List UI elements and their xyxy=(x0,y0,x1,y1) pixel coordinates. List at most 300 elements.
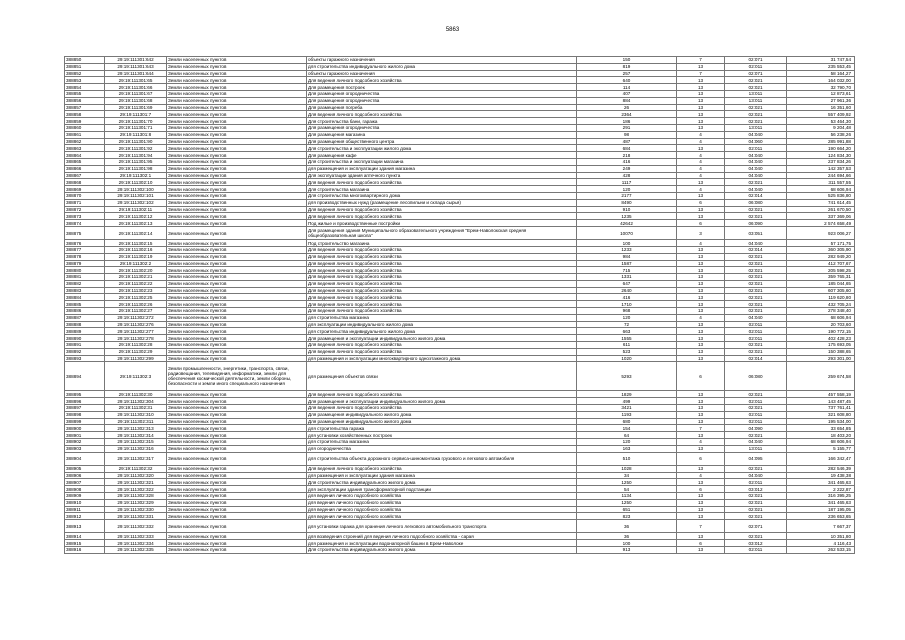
land-category-cell: Земли населенных пунктов xyxy=(167,506,307,513)
row-number-cell: 388907 xyxy=(65,479,105,486)
land-category-cell: Земли населенных пунктов xyxy=(167,445,307,452)
cadastral-value-cell: 557 409,92 xyxy=(787,111,855,118)
row-number-cell: 388884 xyxy=(65,294,105,301)
area-cell: 499 xyxy=(577,398,677,405)
area-cell: 10070 xyxy=(577,226,677,239)
area-cell: 407 xyxy=(577,90,677,97)
cadastral-value-cell: 10 351,80 xyxy=(787,533,855,540)
cadastral-number-cell: 29:19:111301:68 xyxy=(105,97,167,104)
use-code-cell: 02:021 xyxy=(725,294,787,301)
row-number-cell: 388895 xyxy=(65,391,105,398)
table-row xyxy=(65,405,855,412)
area-cell: 64 xyxy=(577,432,677,439)
cadastral-number-cell: 29:19:111302:3 xyxy=(105,362,167,391)
table-row xyxy=(65,418,855,425)
area-cell: 1235 xyxy=(577,213,677,220)
use-code-cell: 04:060 xyxy=(725,138,787,145)
use-code-cell: 02:021 xyxy=(725,179,787,186)
row-number-cell: 388912 xyxy=(65,513,105,520)
land-category-cell: Земли населенных пунктов xyxy=(167,452,307,465)
land-category-cell: Земли населенных пунктов xyxy=(167,308,307,315)
area-cell: 1331 xyxy=(577,274,677,281)
cadastral-number-cell: 29:19:111301:644 xyxy=(105,70,167,77)
row-number-cell: 388857 xyxy=(65,104,105,111)
group-cell: 13 xyxy=(677,260,725,267)
row-number-cell: 388900 xyxy=(65,425,105,432)
group-cell: 6 xyxy=(677,540,725,547)
row-number-cell: 388880 xyxy=(65,267,105,274)
row-number-cell: 388859 xyxy=(65,118,105,125)
cadastral-number-cell: 29:19:111302:314 xyxy=(105,432,167,439)
cadastral-number-cell: 29:19:111302:26 xyxy=(105,301,167,308)
table-row xyxy=(65,111,855,118)
row-number-cell: 388910 xyxy=(65,499,105,506)
permitted-use-cell: Для размещения общественного центра xyxy=(307,138,577,145)
cadastral-value-cell: 923 006,27 xyxy=(787,226,855,239)
land-category-cell: Земли населенных пунктов xyxy=(167,226,307,239)
area-cell: 1134 xyxy=(577,493,677,500)
row-number-cell: 388875 xyxy=(65,226,105,239)
row-number-cell: 388856 xyxy=(65,97,105,104)
area-cell: 154 xyxy=(577,425,677,432)
land-category-cell: Земли населенных пунктов xyxy=(167,520,307,533)
group-cell: 13 xyxy=(677,274,725,281)
area-cell: 257 xyxy=(577,70,677,77)
permitted-use-cell: для строительства гаража xyxy=(307,425,577,432)
row-number-cell: 388870 xyxy=(65,192,105,199)
cadastral-value-cell: 360 305,90 xyxy=(787,246,855,253)
land-category-cell: Земли населенных пунктов xyxy=(167,97,307,104)
use-code-cell: 06:080 xyxy=(725,362,787,391)
table-row xyxy=(65,391,855,398)
permitted-use-cell: Для размещения магазина xyxy=(307,131,577,138)
group-cell: 13 xyxy=(677,294,725,301)
land-category-cell: Земли населенных пунктов xyxy=(167,546,307,553)
cadastral-number-cell: 29:19:111302:299 xyxy=(105,355,167,362)
group-cell: 13 xyxy=(677,506,725,513)
group-cell: 4 xyxy=(677,172,725,179)
group-cell: 4 xyxy=(677,472,725,479)
row-number-cell: 388854 xyxy=(65,84,105,91)
group-cell: 13 xyxy=(677,321,725,328)
group-cell: 13 xyxy=(677,253,725,260)
table-row xyxy=(65,362,855,391)
table-row xyxy=(65,90,855,97)
area-cell: 1250 xyxy=(577,499,677,506)
permitted-use-cell: Для размещения здания Муниципального образовательного учреждения "Ерем-Наволокская средняя общеобразовательная школа" xyxy=(307,226,577,239)
group-cell: 4 xyxy=(677,314,725,321)
table-row xyxy=(65,328,855,335)
land-category-cell: Земли населенных пунктов xyxy=(167,411,307,418)
permitted-use-cell: Для ведения личного подсобного хозяйства xyxy=(307,213,577,220)
cadastral-number-cell: 29:19:111301:65 xyxy=(105,77,167,84)
permitted-use-cell: Для строительства индивидуального жилого дома xyxy=(307,546,577,553)
permitted-use-cell: для ведения личного подсобного хозяйства xyxy=(307,506,577,513)
row-number-cell: 388851 xyxy=(65,63,105,70)
cadastral-number-cell: 29:19:111301:66 xyxy=(105,84,167,91)
use-code-cell: 02:021 xyxy=(725,432,787,439)
cadastral-value-cell: 150 388,65 xyxy=(787,348,855,355)
cadastral-number-cell: 29:19:111302:304 xyxy=(105,398,167,405)
group-cell: 4 xyxy=(677,138,725,145)
table-row xyxy=(65,301,855,308)
cadastral-number-cell: 29:19:111302:322 xyxy=(105,486,167,493)
group-cell: 13 xyxy=(677,405,725,412)
area-cell: 114 xyxy=(577,84,677,91)
table-row xyxy=(65,124,855,131)
table-row xyxy=(65,520,855,533)
permitted-use-cell: Для ведения личного подсобного хозяйства xyxy=(307,280,577,287)
cadastral-value-cell: 27 961,36 xyxy=(787,97,855,104)
row-number-cell: 388867 xyxy=(65,172,105,179)
group-cell: 13 xyxy=(677,513,725,520)
use-code-cell: 02:071 xyxy=(725,70,787,77)
row-number-cell: 388904 xyxy=(65,452,105,465)
use-code-cell: 02:021 xyxy=(725,391,787,398)
cadastral-value-cell: 33 654,85 xyxy=(787,425,855,432)
cadastral-value-cell: 58 164,27 xyxy=(787,70,855,77)
cadastral-number-cell: 29:19:111302:12 xyxy=(105,213,167,220)
cadastral-value-cell: 282 949,20 xyxy=(787,253,855,260)
group-cell: 13 xyxy=(677,145,725,152)
cadastral-value-cell: 68 606,94 xyxy=(787,314,855,321)
row-number-cell: 388905 xyxy=(65,465,105,472)
permitted-use-cell: для ведения личного подсобного хозяйства xyxy=(307,513,577,520)
page-number: 5863 xyxy=(445,27,460,33)
cadastral-number-cell: 29:19:111302:21 xyxy=(105,274,167,281)
permitted-use-cell: Для ведения личного подсобного хозяйства xyxy=(307,405,577,412)
cadastral-value-cell: 190 664,20 xyxy=(787,145,855,152)
table-row xyxy=(65,472,855,479)
cadastral-value-cell: 282 546,39 xyxy=(787,465,855,472)
permitted-use-cell: Для размещения огородничества xyxy=(307,124,577,131)
cadastral-number-cell: 29:19:111302:102 xyxy=(105,199,167,206)
cadastral-number-cell: 29:19:111301:95 xyxy=(105,158,167,165)
cadastral-value-cell: 359 765,31 xyxy=(787,274,855,281)
table-row xyxy=(65,165,855,172)
group-cell: 6 xyxy=(677,199,725,206)
cadastral-number-cell: 29:19:111302:331 xyxy=(105,513,167,520)
cadastral-value-table xyxy=(64,56,855,554)
group-cell: 7 xyxy=(677,520,725,533)
group-cell: 4 xyxy=(677,186,725,193)
row-number-cell: 388909 xyxy=(65,493,105,500)
cadastral-number-cell: 29:19:111302:335 xyxy=(105,546,167,553)
area-cell: 218 xyxy=(577,152,677,159)
permitted-use-cell: для эксплуатации индивидуального жилого дома xyxy=(307,321,577,328)
group-cell: 13 xyxy=(677,398,725,405)
use-code-cell: 02:021 xyxy=(725,506,787,513)
use-code-cell: 06:080 xyxy=(725,199,787,206)
table-row xyxy=(65,199,855,206)
row-number-cell: 388883 xyxy=(65,287,105,294)
table-row xyxy=(65,253,855,260)
permitted-use-cell: Для ведения личного подсобного хозяйства xyxy=(307,267,577,274)
row-number-cell: 388865 xyxy=(65,158,105,165)
cadastral-value-cell: 119 620,80 xyxy=(787,294,855,301)
row-number-cell: 388902 xyxy=(65,439,105,446)
permitted-use-cell: Для размещения построек xyxy=(307,84,577,91)
area-cell: 72 xyxy=(577,321,677,328)
table-row xyxy=(65,294,855,301)
permitted-use-cell: Для ведения личного подсобного хозяйства xyxy=(307,274,577,281)
use-code-cell: 02:021 xyxy=(725,111,787,118)
use-code-cell: 02:021 xyxy=(725,499,787,506)
table-row xyxy=(65,546,855,553)
area-cell: 510 xyxy=(577,452,677,465)
cadastral-number-cell: 29:19:111302:31 xyxy=(105,405,167,412)
permitted-use-cell: Для размещения погреба xyxy=(307,104,577,111)
cadastral-number-cell: 29:19:111302:22 xyxy=(105,280,167,287)
permitted-use-cell: Для эксплуатации здания аптечного пункта xyxy=(307,172,577,179)
permitted-use-cell: Для размещения индивидуального жилого дома xyxy=(307,411,577,418)
group-cell: 13 xyxy=(677,213,725,220)
land-category-cell: Земли населенных пунктов xyxy=(167,253,307,260)
table-row xyxy=(65,308,855,315)
cadastral-value-cell: 32 790,70 xyxy=(787,84,855,91)
area-cell: 487 xyxy=(577,138,677,145)
land-category-cell: Земли населенных пунктов xyxy=(167,405,307,412)
permitted-use-cell: Для строительства и эксплуатации жилого дома xyxy=(307,145,577,152)
row-number-cell: 388861 xyxy=(65,131,105,138)
cadastral-value-cell: 68 606,94 xyxy=(787,186,855,193)
use-code-cell: 02:021 xyxy=(725,287,787,294)
area-cell: 968 xyxy=(577,308,677,315)
row-number-cell: 388853 xyxy=(65,77,105,84)
group-cell: 13 xyxy=(677,287,725,294)
use-code-cell: 02:011 xyxy=(725,335,787,342)
area-cell: 1710 xyxy=(577,301,677,308)
area-cell: 1587 xyxy=(577,260,677,267)
area-cell: 26 xyxy=(577,104,677,111)
use-code-cell: 06:090 xyxy=(725,220,787,227)
use-code-cell: 02:021 xyxy=(725,260,787,267)
cadastral-value-cell: 57 171,75 xyxy=(787,240,855,247)
use-code-cell: 04:040 xyxy=(725,131,787,138)
permitted-use-cell: Для размещения индивидуального жилого дома xyxy=(307,418,577,425)
area-cell: 715 xyxy=(577,267,677,274)
area-cell: 428 xyxy=(577,172,677,179)
table-row xyxy=(65,97,855,104)
permitted-use-cell: для эксплуатации здания трансформаторной подстанции xyxy=(307,486,577,493)
group-cell: 4 xyxy=(677,240,725,247)
cadastral-number-cell: 29:19:111302:29 xyxy=(105,348,167,355)
permitted-use-cell: Для размещения огородничества xyxy=(307,97,577,104)
use-code-cell: 02:021 xyxy=(725,77,787,84)
row-number-cell: 388852 xyxy=(65,70,105,77)
table-row xyxy=(65,432,855,439)
table-row xyxy=(65,493,855,500)
land-category-cell: Земли населенных пунктов xyxy=(167,465,307,472)
cadastral-number-cell: 29:19:111301:92 xyxy=(105,145,167,152)
table-row xyxy=(65,240,855,247)
cadastral-number-cell: 29:19:111302:16 xyxy=(105,246,167,253)
cadastral-number-cell: 29:19:111302:14 xyxy=(105,226,167,239)
row-number-cell: 388858 xyxy=(65,111,105,118)
group-cell: 13 xyxy=(677,280,725,287)
use-code-cell: 02:011 xyxy=(725,479,787,486)
permitted-use-cell: Для строительства многоквартирного дома xyxy=(307,192,577,199)
area-cell: 684 xyxy=(577,145,677,152)
group-cell: 13 xyxy=(677,206,725,213)
permitted-use-cell: для строительства магазина xyxy=(307,439,577,446)
cadastral-value-cell: 2 574 658,49 xyxy=(787,220,855,227)
area-cell: 150 xyxy=(577,57,677,64)
cadastral-value-cell: 262 533,15 xyxy=(787,546,855,553)
group-cell: 13 xyxy=(677,77,725,84)
land-category-cell: Земли населенных пунктов xyxy=(167,220,307,227)
permitted-use-cell: для огородничества xyxy=(307,445,577,452)
area-cell: 3421 xyxy=(577,405,677,412)
land-category-cell: Земли населенных пунктов xyxy=(167,499,307,506)
area-cell: 120 xyxy=(577,439,677,446)
use-code-cell: 02:021 xyxy=(725,342,787,349)
area-cell: 54 xyxy=(577,486,677,493)
land-category-cell: Земли населенных пунктов xyxy=(167,57,307,64)
permitted-use-cell: для размещения объектов связи xyxy=(307,362,577,391)
group-cell: 13 xyxy=(677,104,725,111)
area-cell: 611 xyxy=(577,342,677,349)
area-cell: 1117 xyxy=(577,179,677,186)
row-number-cell: 388896 xyxy=(65,398,105,405)
permitted-use-cell: Для ведения личного подсобного хозяйства xyxy=(307,391,577,398)
use-code-cell: 02:011 xyxy=(725,546,787,553)
group-cell: 3 xyxy=(677,226,725,239)
use-code-cell: 04:040 xyxy=(725,165,787,172)
land-category-cell: Земли населенных пунктов xyxy=(167,432,307,439)
area-cell: 2177 xyxy=(577,192,677,199)
cadastral-number-cell: 29:19:111302:28 xyxy=(105,342,167,349)
cadastral-value-cell: 737 761,41 xyxy=(787,405,855,412)
land-category-cell: Земли населенных пунктов xyxy=(167,486,307,493)
group-cell: 13 xyxy=(677,479,725,486)
permitted-use-cell: Для ведения личного подсобного хозяйства xyxy=(307,308,577,315)
area-cell: 651 xyxy=(577,506,677,513)
group-cell: 13 xyxy=(677,63,725,70)
cadastral-value-cell: 31 747,54 xyxy=(787,57,855,64)
cadastral-number-cell: 29:19:111301:642 xyxy=(105,57,167,64)
area-cell: 1233 xyxy=(577,246,677,253)
use-code-cell: 02:021 xyxy=(725,280,787,287)
cadastral-value-cell: 525 836,80 xyxy=(787,192,855,199)
permitted-use-cell: Для ведения личного подсобного хозяйства xyxy=(307,294,577,301)
cadastral-number-cell: 29:19:111302:332 xyxy=(105,520,167,533)
group-cell: 6 xyxy=(677,486,725,493)
cadastral-value-cell: 341 465,63 xyxy=(787,499,855,506)
use-code-cell: 03:012 xyxy=(725,540,787,547)
cadastral-value-cell: 341 465,63 xyxy=(787,479,855,486)
row-number-cell: 388886 xyxy=(65,308,105,315)
table-row xyxy=(65,131,855,138)
permitted-use-cell: Для ведения личного подсобного хозяйства xyxy=(307,287,577,294)
cadastral-number-cell: 29:19:111301:67 xyxy=(105,90,167,97)
area-cell: 291 xyxy=(577,124,677,131)
cadastral-number-cell: 29:19:111301:70 xyxy=(105,118,167,125)
land-category-cell: Земли населенных пунктов xyxy=(167,540,307,547)
row-number-cell: 388899 xyxy=(65,418,105,425)
permitted-use-cell: Для ведения личного подсобного хозяйства xyxy=(307,246,577,253)
cadastral-value-cell: 236 653,65 xyxy=(787,513,855,520)
row-number-cell: 388891 xyxy=(65,342,105,349)
land-category-cell: Земли населенных пунктов xyxy=(167,124,307,131)
land-category-cell: Земли населенных пунктов xyxy=(167,165,307,172)
cadastral-value-cell: 5 155,77 xyxy=(787,445,855,452)
row-number-cell: 388913 xyxy=(65,520,105,533)
land-category-cell: Земли населенных пунктов xyxy=(167,513,307,520)
permitted-use-cell: для строительства индивидуального жилого дома xyxy=(307,63,577,70)
land-category-cell: Земли промышленности, энергетики, транспорта, связи, радиовещания, телевидения, информатики, земли для обеспечения космической деятельности, земли обороны, безопасности и земли иного специального назначения xyxy=(167,362,307,391)
land-category-cell: Земли населенных пунктов xyxy=(167,179,307,186)
row-number-cell: 388864 xyxy=(65,152,105,159)
area-cell: 913 xyxy=(577,546,677,553)
cadastral-value-cell: 311 557,55 xyxy=(787,179,855,186)
use-code-cell: 04:040 xyxy=(725,158,787,165)
land-category-cell: Земли населенных пунктов xyxy=(167,158,307,165)
area-cell: 1250 xyxy=(577,479,677,486)
permitted-use-cell: для установки хозяйственных построек xyxy=(307,432,577,439)
land-category-cell: Земли населенных пунктов xyxy=(167,493,307,500)
cadastral-number-cell: 29:19:111302:329 xyxy=(105,499,167,506)
land-category-cell: Земли населенных пунктов xyxy=(167,391,307,398)
use-code-cell: 02:021 xyxy=(725,513,787,520)
row-number-cell: 388876 xyxy=(65,240,105,247)
cadastral-value-cell: 164 032,00 xyxy=(787,77,855,84)
land-category-cell: Земли населенных пунктов xyxy=(167,111,307,118)
land-category-cell: Земли населенных пунктов xyxy=(167,267,307,274)
permitted-use-cell: для размещения и эксплуатации здания магазина xyxy=(307,472,577,479)
land-category-cell: Земли населенных пунктов xyxy=(167,418,307,425)
area-cell: 819 xyxy=(577,63,677,70)
use-code-cell: 02:011 xyxy=(725,63,787,70)
area-cell: 42642 xyxy=(577,220,677,227)
group-cell: 6 xyxy=(677,362,725,391)
cadastral-value-cell: 187 195,05 xyxy=(787,506,855,513)
cadastral-value-cell: 195 534,00 xyxy=(787,418,855,425)
permitted-use-cell: для строительства индивидуального жилого дома xyxy=(307,328,577,335)
cadastral-value-cell: 259 674,58 xyxy=(787,362,855,391)
group-cell: 13 xyxy=(677,179,725,186)
table-row xyxy=(65,104,855,111)
cadastral-value-cell: 185 044,65 xyxy=(787,280,855,287)
area-cell: 100 xyxy=(577,540,677,547)
use-code-cell: 04:040 xyxy=(725,240,787,247)
table-row xyxy=(65,513,855,520)
cadastral-value-cell: 285 991,88 xyxy=(787,138,855,145)
land-category-cell: Земли населенных пунктов xyxy=(167,246,307,253)
group-cell: 13 xyxy=(677,465,725,472)
area-cell: 823 xyxy=(577,513,677,520)
cadastral-value-cell: 4 116,43 xyxy=(787,540,855,547)
cadastral-value-cell: 235 553,45 xyxy=(787,63,855,70)
area-cell: 1193 xyxy=(577,411,677,418)
cadastral-number-cell: 29:19:111302:32 xyxy=(105,465,167,472)
permitted-use-cell: Под жилые и производственные постройки xyxy=(307,220,577,227)
group-cell: 13 xyxy=(677,111,725,118)
row-number-cell: 388866 xyxy=(65,165,105,172)
use-code-cell: 02:071 xyxy=(725,57,787,64)
land-category-cell: Земли населенных пунктов xyxy=(167,439,307,446)
permitted-use-cell: Для ведения личного подсобного хозяйства xyxy=(307,465,577,472)
land-category-cell: Земли населенных пунктов xyxy=(167,138,307,145)
cadastral-value-cell: 337 369,06 xyxy=(787,213,855,220)
row-number-cell: 388850 xyxy=(65,57,105,64)
table-row xyxy=(65,179,855,186)
group-cell: 7 xyxy=(677,70,725,77)
row-number-cell: 388898 xyxy=(65,411,105,418)
group-cell: 4 xyxy=(677,152,725,159)
group-cell: 13 xyxy=(677,335,725,342)
land-category-cell: Земли населенных пунктов xyxy=(167,314,307,321)
